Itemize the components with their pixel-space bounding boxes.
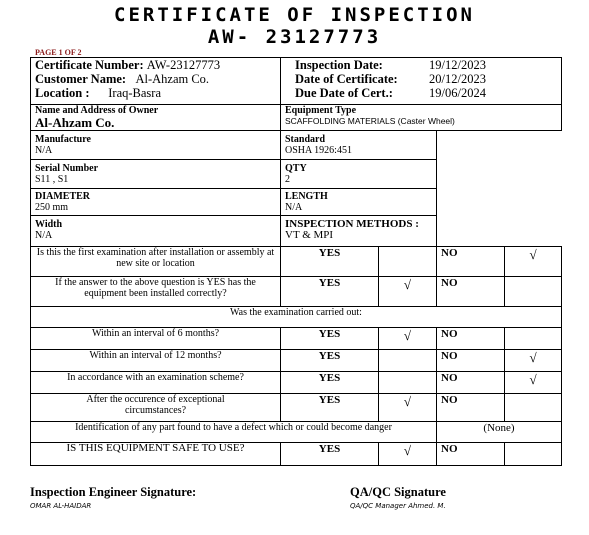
question-6-months: Within an interval of 6 months?: [31, 328, 281, 350]
certificate-code: AW- 23127773: [207, 26, 382, 48]
location-label: Location :: [35, 86, 90, 100]
question-row-12-months: [31, 350, 562, 372]
length-label: LENGTH: [285, 191, 328, 202]
owner-label: Name and Address of Owner: [35, 105, 159, 116]
inspection-date: 19/12/2023: [429, 58, 486, 72]
customer-label: Customer Name:: [35, 72, 127, 86]
cert-date-line: [295, 72, 557, 86]
equipment-cell: [281, 105, 562, 131]
no-check-empty: [505, 443, 562, 466]
yes-checkmark: √: [379, 328, 437, 350]
no-label: NO: [437, 443, 505, 466]
manufacture-cell: [31, 131, 281, 160]
no-label: NO: [437, 247, 505, 277]
question-scheme: In accordance with an examination scheme?: [31, 372, 281, 394]
customer-name: Al-Ahzam Co.: [135, 72, 210, 86]
inspection-date-label: Inspection Date:: [295, 58, 383, 72]
equipment-label: Equipment Type: [285, 105, 357, 116]
question-row-scheme: [31, 372, 562, 394]
question-row-6-months: [31, 328, 562, 350]
equipment-value: SCAFFOLDING MATERIALS (Caster Wheel): [285, 116, 455, 126]
qa-signature-label: QA/QC Signature: [350, 485, 446, 499]
yes-label: YES: [281, 247, 379, 277]
serial-value: S11 , S1: [35, 174, 69, 185]
cert-number-line: [35, 58, 276, 72]
no-checkmark: √: [505, 247, 562, 277]
question-row-installed: [31, 277, 562, 307]
no-check-empty: [505, 328, 562, 350]
owner-row: [31, 105, 562, 131]
dates-cell: [281, 58, 562, 105]
page-indicator: PAGE 1 OF 2: [35, 48, 82, 57]
standard-label: Standard: [285, 134, 326, 145]
defect-question: Identification of any part found to have a defect which or could become danger: [31, 422, 437, 443]
methods-cell: [281, 216, 437, 247]
no-label: NO: [437, 372, 505, 394]
defect-row: [31, 422, 562, 443]
location-value: Iraq-Basra: [108, 86, 162, 100]
defect-answer: (None): [437, 422, 562, 443]
safe-question: IS THIS EQUIPMENT SAFE TO USE?: [31, 443, 281, 466]
customer-line: [35, 72, 276, 86]
diameter-label: DIAMETER: [35, 191, 91, 202]
yes-check-empty: [379, 247, 437, 277]
yes-label: YES: [281, 277, 379, 307]
yes-label: YES: [281, 350, 379, 372]
width-cell: [31, 216, 281, 247]
manufacture-value: N/A: [35, 145, 53, 156]
methods-label: INSPECTION METHODS :: [285, 218, 419, 230]
width-label: Width: [35, 219, 63, 230]
cert-number-label: Certificate Number:: [35, 58, 144, 72]
question-12-months: Within an interval of 12 months?: [31, 350, 281, 372]
width-value: N/A: [35, 230, 53, 241]
question-row-exceptional: [31, 394, 562, 422]
question-exceptional: After the occurence of exceptional circumstances?: [31, 394, 281, 422]
no-checkmark: √: [505, 372, 562, 394]
question-first-exam: Is this the first examination after installation or assembly at new site or location: [31, 247, 281, 277]
no-label: NO: [437, 350, 505, 372]
due-date: 19/06/2024: [429, 86, 486, 100]
standard-value: OSHA 1926:451: [285, 145, 352, 156]
due-date-label: Due Date of Cert.:: [295, 86, 393, 100]
serial-cell: [31, 160, 281, 189]
cert-number: AW-23127773: [146, 58, 221, 72]
yes-label: YES: [281, 394, 379, 422]
no-check-empty: [505, 394, 562, 422]
length-value: N/A: [285, 202, 303, 213]
yes-label: YES: [281, 328, 379, 350]
engineer-signature-label: Inspection Engineer Signature:: [30, 485, 197, 499]
yes-label: YES: [281, 372, 379, 394]
blank-area: [437, 131, 562, 247]
diameter-cell: [31, 189, 281, 216]
serial-label: Serial Number: [35, 163, 99, 174]
qty-cell: [281, 160, 437, 189]
length-cell: [281, 189, 437, 216]
no-checkmark: √: [505, 350, 562, 372]
manufacture-label: Manufacture: [35, 134, 91, 145]
yes-check-empty: [379, 372, 437, 394]
cert-info-cell: [31, 58, 281, 105]
no-label: NO: [437, 328, 505, 350]
manufacture-row: [31, 131, 562, 160]
qty-value: 2: [285, 174, 290, 185]
document-title: CERTIFICATE OF INSPECTION: [114, 4, 475, 26]
yes-check-empty: [379, 350, 437, 372]
no-check-empty: [505, 277, 562, 307]
qty-label: QTY: [285, 163, 307, 174]
cert-date-label: Date of Certificate:: [295, 72, 398, 86]
owner-value: Al-Ahzam Co.: [35, 115, 115, 130]
yes-checkmark: √: [379, 277, 437, 307]
yes-label: YES: [281, 443, 379, 466]
diameter-value: 250 mm: [35, 202, 69, 213]
inspection-date-line: [295, 58, 557, 72]
question-installed: If the answer to the above question is YES has the equipment been installed correctly?: [31, 277, 281, 307]
cert-date: 20/12/2023: [429, 72, 486, 86]
qa-signature: QA/QC Manager Ahmed. M.: [350, 502, 446, 510]
no-label: NO: [437, 394, 505, 422]
owner-cell: [31, 105, 281, 131]
standard-cell: [281, 131, 437, 160]
engineer-signature: OMAR AL-HAIDAR: [30, 502, 92, 510]
inspection-table: [30, 57, 562, 466]
exam-heading: Was the examination carried out:: [31, 307, 562, 328]
safe-row: [31, 443, 562, 466]
due-date-line: [295, 86, 557, 100]
yes-checkmark: √: [379, 443, 437, 466]
methods-value: VT & MPI: [285, 229, 334, 241]
no-label: NO: [437, 277, 505, 307]
location-line: [35, 86, 276, 100]
yes-checkmark: √: [379, 394, 437, 422]
question-row-first-exam: [31, 247, 562, 277]
header-row: [31, 58, 562, 105]
exam-heading-row: [31, 307, 562, 328]
